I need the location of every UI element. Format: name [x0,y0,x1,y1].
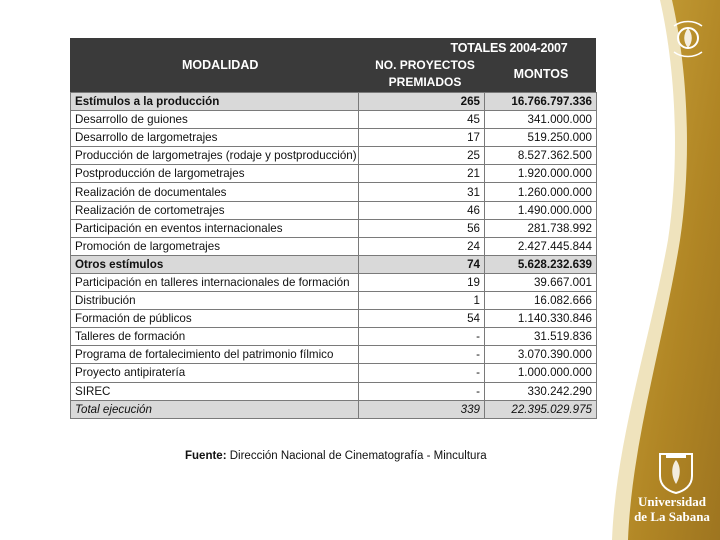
row-label: Estímulos a la producción [71,93,359,111]
row-label: Total ejecución [71,400,359,418]
row-projects: 46 [359,201,485,219]
row-label: Realización de documentales [71,183,359,201]
projects-heading-line2: PREMIADOS [388,75,462,89]
row-amount: 31.519.836 [485,328,597,346]
row-amount: 2.427.445.844 [485,237,597,255]
row-amount: 1.140.330.846 [485,310,597,328]
projects-heading-line1: NO. PROYECTOS [375,58,475,72]
total-row [71,400,597,418]
row-amount: 1.490.000.000 [485,201,597,219]
row-label: Postproducción de largometrajes [71,165,359,183]
row-amount: 8.527.362.500 [485,147,597,165]
university-crest-icon [668,12,708,64]
row-projects: 56 [359,219,485,237]
row-label: Desarrollo de guiones [71,111,359,129]
row-projects: - [359,364,485,382]
row-label: Participación en talleres internacionales de formación [71,273,359,291]
table-row [71,201,597,219]
row-amount: 1.920.000.000 [485,165,597,183]
table-row [71,219,597,237]
university-line2: de La Sabana [634,509,710,524]
row-label: Promoción de largometrajes [71,237,359,255]
row-projects: - [359,382,485,400]
table-header [70,38,596,92]
row-projects: - [359,346,485,364]
row-amount: 39.667.001 [485,273,597,291]
row-amount: 5.628.232.639 [485,255,597,273]
table-row [71,310,597,328]
row-label: Proyecto antipiratería [71,364,359,382]
row-label: Participación en eventos internacionales [71,219,359,237]
row-amount: 1.260.000.000 [485,183,597,201]
row-label: Desarrollo de largometrajes [71,129,359,147]
row-projects: 25 [359,147,485,165]
table-row [71,111,597,129]
table-row [71,292,597,310]
data-table [70,92,597,419]
row-amount: 281.738.992 [485,219,597,237]
row-amount: 16.766.797.336 [485,93,597,111]
source-text: Dirección Nacional de Cinematografía - Mincultura [229,450,487,462]
row-amount: 3.070.390.000 [485,346,597,364]
table-row [71,273,597,291]
row-projects: 45 [359,111,485,129]
university-shield-icon [646,452,706,494]
source-note [185,450,487,462]
table-row [71,364,597,382]
totals-heading: TOTALES 2004-2007 [450,41,568,55]
row-projects: 1 [359,292,485,310]
source-label: Fuente: [185,450,227,462]
row-amount: 519.250.000 [485,129,597,147]
row-label: Otros estímulos [71,255,359,273]
row-amount: 1.000.000.000 [485,364,597,382]
row-label: Producción de largometrajes (rodaje y postproducción) [71,147,359,165]
table-row [71,147,597,165]
row-projects: 24 [359,237,485,255]
table-row [71,328,597,346]
row-label: Distribución [71,292,359,310]
row-amount: 341.000.000 [485,111,597,129]
row-label: Formación de públicos [71,310,359,328]
modalidad-heading: MODALIDAD [182,58,259,72]
row-projects: - [359,328,485,346]
university-name [626,494,718,524]
row-projects: 31 [359,183,485,201]
table-row [71,165,597,183]
row-amount: 22.395.029.975 [485,400,597,418]
table-row [71,183,597,201]
section-row [71,93,597,111]
row-projects: 74 [359,255,485,273]
row-label: Talleres de formación [71,328,359,346]
row-amount: 16.082.666 [485,292,597,310]
results-table [70,38,596,419]
row-projects: 19 [359,273,485,291]
table-row [71,237,597,255]
amounts-heading: MONTOS [513,67,569,81]
row-projects: 17 [359,129,485,147]
row-amount: 330.242.290 [485,382,597,400]
row-projects: 54 [359,310,485,328]
row-label: SIREC [71,382,359,400]
row-projects: 21 [359,165,485,183]
table-row [71,129,597,147]
university-line1: Universidad [638,494,706,509]
table-row [71,346,597,364]
section-row [71,255,597,273]
projects-heading [360,57,490,91]
table-row [71,382,597,400]
row-projects: 339 [359,400,485,418]
row-label: Realización de cortometrajes [71,201,359,219]
row-label: Programa de fortalecimiento del patrimonio fílmico [71,346,359,364]
row-projects: 265 [359,93,485,111]
